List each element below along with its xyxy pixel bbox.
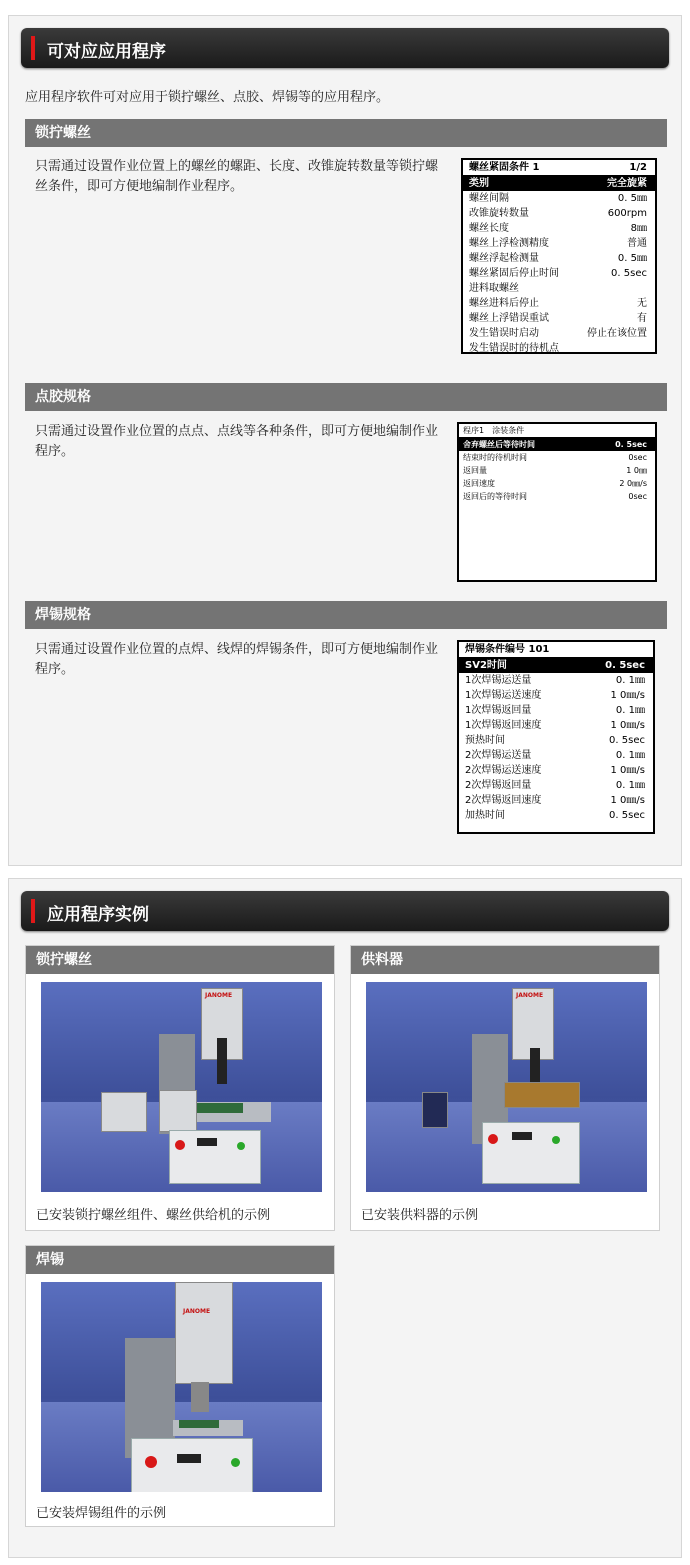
glue-lcd-screen [457, 422, 657, 582]
brand-logo: JANOME [516, 992, 544, 999]
lcd-row: 1次焊锡运送速度 1 0㎜/s [465, 690, 645, 701]
example-card-screw [25, 945, 335, 1231]
example-card-solder [25, 1245, 335, 1527]
controller-box [101, 1092, 147, 1132]
lcd-row: 2次焊锡返回速度 1 0㎜/s [465, 795, 645, 806]
lcd-title-row [463, 160, 655, 176]
robot-feeder-image [366, 982, 647, 1192]
card-caption: 已安装供料器的示例 [361, 1208, 479, 1223]
lcd-row: 螺丝上浮错误重试 有 [469, 313, 647, 324]
lcd-row: 发生错误时的待机点 [469, 343, 559, 354]
intro-text: 应用程序软件可对应用于锁拧螺丝、点胶、焊锡等的应用程序。 [25, 90, 390, 105]
lcd-row: 预热时间 0. 5sec [465, 735, 645, 746]
screw-feeder [159, 1090, 197, 1132]
brand-logo: JANOME [183, 1308, 211, 1315]
emergency-stop [175, 1140, 185, 1150]
panel-title: 可对应应用程序 [47, 42, 166, 62]
dispenser [530, 1048, 540, 1084]
soldering-iron [191, 1382, 209, 1412]
card-heading: 供料器 [351, 946, 659, 974]
lcd-row: 返回速度 2 0㎜/s [463, 479, 647, 488]
start-button [552, 1136, 560, 1144]
control-panel [512, 1132, 532, 1140]
lcd-row: 舍弃螺丝后等待时间 0. 5sec [459, 438, 655, 451]
lcd-row: 1次焊锡返回速度 1 0㎜/s [465, 720, 645, 731]
feeder-tray [504, 1082, 580, 1108]
lcd-row: 2次焊锡运送速度 1 0㎜/s [465, 765, 645, 776]
lcd-row: 返回后的等待时间 0sec [463, 492, 647, 501]
lcd-title: 焊锡条件编号 101 [465, 644, 550, 655]
accent-bar [31, 899, 35, 923]
lcd-row: 螺丝长度 8㎜ [469, 223, 647, 234]
controller-box [422, 1092, 448, 1128]
robot-solder-image [41, 1282, 322, 1492]
card-caption: 已安装焊锡组件的示例 [36, 1506, 167, 1521]
glue-description: 只需通过设置作业位置的点点、点线等各种条件，即可方便地编制作业程序。 [35, 424, 439, 459]
lcd-row: 返回量 1 0㎜ [463, 466, 647, 475]
lcd-row: 发生错误时启动 停止在该位置 [469, 328, 647, 339]
lcd-page: 1/2 [629, 162, 647, 173]
brand-logo: JANOME [205, 992, 233, 999]
card-heading: 锁拧螺丝 [26, 946, 334, 974]
solder-description: 只需通过设置作业位置的点焊、线焊的焊锡条件，即可方便地编制作业程序。 [35, 642, 439, 677]
lcd-row: 螺丝浮起检测量 0. 5㎜ [469, 253, 647, 264]
control-panel [177, 1454, 201, 1463]
section-heading-screw: 锁拧螺丝 [25, 119, 667, 147]
lcd-row: 加热时间 0. 5sec [465, 810, 645, 821]
section-heading-glue: 点胶规格 [25, 383, 667, 411]
lcd-row: 2次焊锡返回量 0. 1㎜ [465, 780, 645, 791]
circuit-board [179, 1420, 219, 1428]
examples-panel [8, 878, 682, 1558]
lcd-row: SV2时间 0. 5sec [459, 658, 653, 673]
panel-header [21, 28, 669, 68]
accent-bar [31, 36, 35, 60]
emergency-stop [145, 1456, 157, 1468]
screwdriver [217, 1038, 227, 1084]
control-panel [197, 1138, 217, 1146]
lcd-title: 程序1 涂装条件 [463, 426, 525, 435]
robot-head [175, 1282, 233, 1384]
panel-header [21, 891, 669, 931]
card-heading: 焊锡 [26, 1246, 334, 1274]
lcd-row: 螺丝间隔 0. 5㎜ [469, 193, 647, 204]
lcd-row: 类别 完全旋紧 [463, 176, 655, 191]
section-heading-solder: 焊锡规格 [25, 601, 667, 629]
lcd-row: 进料取螺丝 [469, 283, 519, 294]
start-button [231, 1458, 240, 1467]
panel-title: 应用程序实例 [47, 905, 149, 925]
robot-screw-image [41, 982, 322, 1192]
lcd-row: 螺丝上浮检测精度 普通 [469, 238, 647, 249]
screw-lcd-screen [461, 158, 657, 354]
lcd-title-row [459, 424, 655, 438]
screw-description: 只需通过设置作业位置上的螺丝的螺距、长度、改锥旋转数量等锁拧螺丝条件，即可方便地编制作业程序。 [35, 159, 439, 194]
circuit-board [197, 1103, 243, 1113]
example-card-feeder [350, 945, 660, 1231]
start-button [237, 1142, 245, 1150]
card-caption: 已安装锁拧螺丝组件、螺丝供给机的示例 [36, 1208, 271, 1223]
emergency-stop [488, 1134, 498, 1144]
lcd-title: 螺丝紧固条件 1 [469, 162, 540, 173]
lcd-title-row [459, 642, 653, 658]
lcd-row: 2次焊锡运送量 0. 1㎜ [465, 750, 645, 761]
lcd-row: 1次焊锡运送量 0. 1㎜ [465, 675, 645, 686]
lcd-row: 1次焊锡返回量 0. 1㎜ [465, 705, 645, 716]
lcd-row: 螺丝紧固后停止时间 0. 5sec [469, 268, 647, 279]
applications-panel [8, 15, 682, 866]
solder-lcd-screen [457, 640, 655, 834]
lcd-row: 改锥旋转数量 600rpm [469, 208, 647, 219]
lcd-row: 螺丝进料后停止 无 [469, 298, 647, 309]
lcd-row: 结束时的待机时间 0sec [463, 453, 647, 462]
